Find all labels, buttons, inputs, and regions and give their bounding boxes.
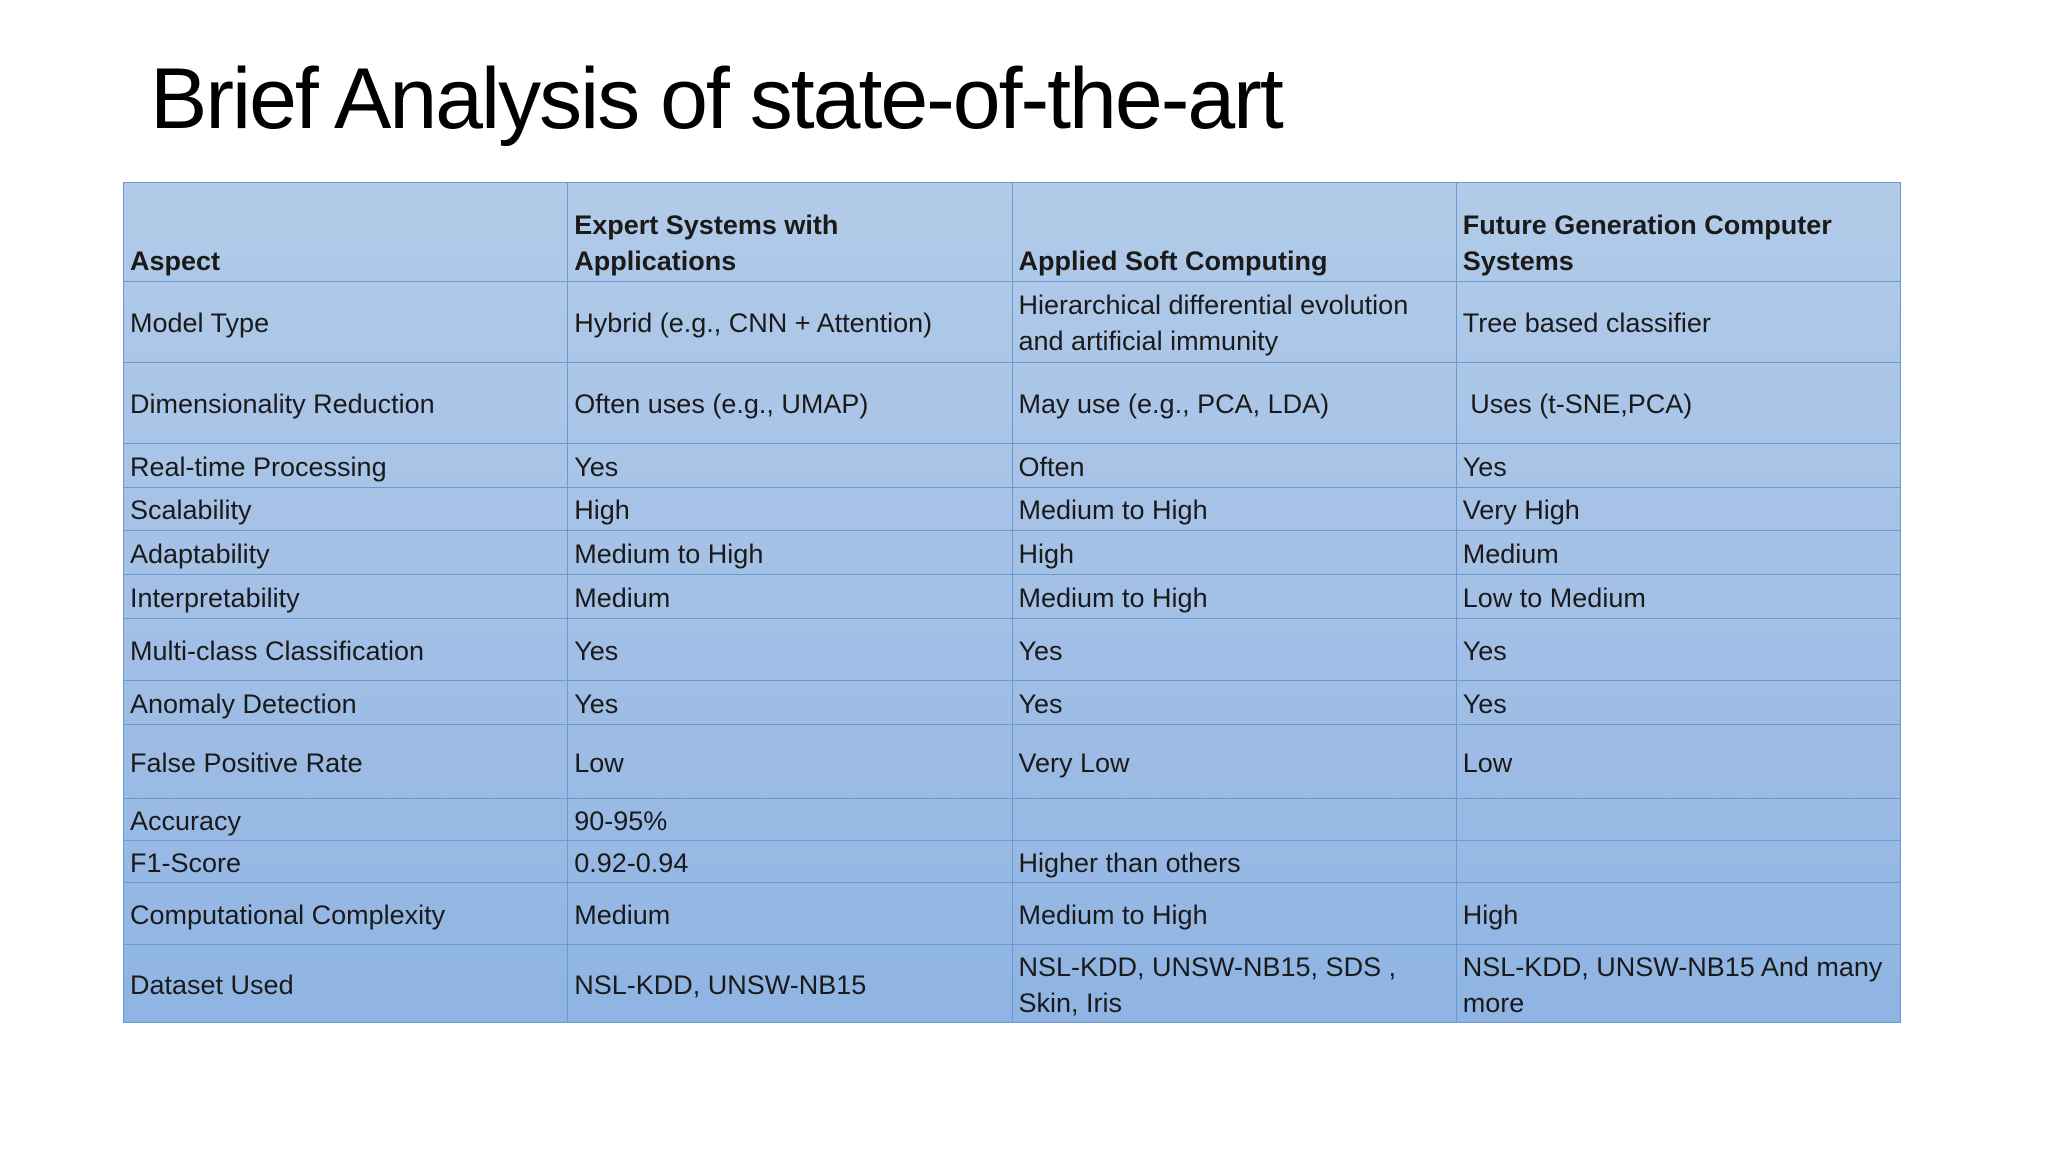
table-cell: Real-time Processing xyxy=(124,444,568,488)
table-cell: NSL-KDD, UNSW-NB15 And many more xyxy=(1456,945,1900,1023)
table-cell: Yes xyxy=(1012,619,1456,681)
table-cell: Accuracy xyxy=(124,799,568,841)
table-cell: Medium xyxy=(568,883,1012,945)
table-cell: 90-95% xyxy=(568,799,1012,841)
header-expert-systems: Expert Systems with Applications xyxy=(568,183,1012,282)
table-cell: NSL-KDD, UNSW-NB15 xyxy=(568,945,1012,1023)
table-row xyxy=(124,444,1901,488)
header-applied-soft-computing: Applied Soft Computing xyxy=(1012,183,1456,282)
table-cell: Multi-class Classification xyxy=(124,619,568,681)
table-cell: Medium to High xyxy=(568,531,1012,575)
table-cell: Very High xyxy=(1456,488,1900,531)
table-cell: Very Low xyxy=(1012,725,1456,799)
table-cell: Medium to High xyxy=(1012,883,1456,945)
table-row xyxy=(124,883,1901,945)
table-row xyxy=(124,575,1901,619)
table-cell: Higher than others xyxy=(1012,841,1456,883)
table-cell: Medium xyxy=(1456,531,1900,575)
table-cell: False Positive Rate xyxy=(124,725,568,799)
slide-title: Brief Analysis of state-of-the-art xyxy=(150,51,1282,147)
table-cell: Yes xyxy=(1012,681,1456,725)
table-cell: Yes xyxy=(1456,681,1900,725)
comparison-table xyxy=(123,182,1901,1023)
table-cell xyxy=(1456,841,1900,883)
table-cell: Anomaly Detection xyxy=(124,681,568,725)
table-cell: Dimensionality Reduction xyxy=(124,363,568,444)
header-aspect: Aspect xyxy=(124,183,568,282)
table-cell: Scalability xyxy=(124,488,568,531)
table-cell: Yes xyxy=(568,444,1012,488)
table-cell: May use (e.g., PCA, LDA) xyxy=(1012,363,1456,444)
table-cell: High xyxy=(1456,883,1900,945)
table-cell: Computational Complexity xyxy=(124,883,568,945)
table-cell: High xyxy=(568,488,1012,531)
table-row xyxy=(124,725,1901,799)
table-cell: 0.92-0.94 xyxy=(568,841,1012,883)
table-cell xyxy=(1012,799,1456,841)
table-cell: Medium xyxy=(568,575,1012,619)
table-cell: F1-Score xyxy=(124,841,568,883)
table-row xyxy=(124,619,1901,681)
table-row xyxy=(124,488,1901,531)
table-cell: High xyxy=(1012,531,1456,575)
table-row xyxy=(124,799,1901,841)
table-cell: Interpretability xyxy=(124,575,568,619)
table-cell: Hierarchical differential evolution and artificial immunity xyxy=(1012,282,1456,363)
table-row xyxy=(124,363,1901,444)
table-row xyxy=(124,945,1901,1023)
table-cell: Yes xyxy=(1456,444,1900,488)
table-cell: Dataset Used xyxy=(124,945,568,1023)
table-cell: Model Type xyxy=(124,282,568,363)
table-cell: Uses (t-SNE,PCA) xyxy=(1456,363,1900,444)
table-cell: Tree based classifier xyxy=(1456,282,1900,363)
table-cell: Low xyxy=(568,725,1012,799)
table-cell: Low xyxy=(1456,725,1900,799)
table-cell xyxy=(1456,799,1900,841)
header-future-generation: Future Generation Computer Systems xyxy=(1456,183,1900,282)
table-cell: Hybrid (e.g., CNN + Attention) xyxy=(568,282,1012,363)
table-row xyxy=(124,282,1901,363)
table-cell: Low to Medium xyxy=(1456,575,1900,619)
table-row xyxy=(124,531,1901,575)
table-cell: NSL-KDD, UNSW-NB15, SDS , Skin, Iris xyxy=(1012,945,1456,1023)
table-row xyxy=(124,841,1901,883)
table-cell: Medium to High xyxy=(1012,488,1456,531)
table-row xyxy=(124,681,1901,725)
table-cell: Adaptability xyxy=(124,531,568,575)
table-header-row xyxy=(124,183,1901,282)
table-cell: Often xyxy=(1012,444,1456,488)
table-cell: Yes xyxy=(1456,619,1900,681)
table-cell: Often uses (e.g., UMAP) xyxy=(568,363,1012,444)
table-cell: Yes xyxy=(568,681,1012,725)
table-cell: Yes xyxy=(568,619,1012,681)
table-cell: Medium to High xyxy=(1012,575,1456,619)
